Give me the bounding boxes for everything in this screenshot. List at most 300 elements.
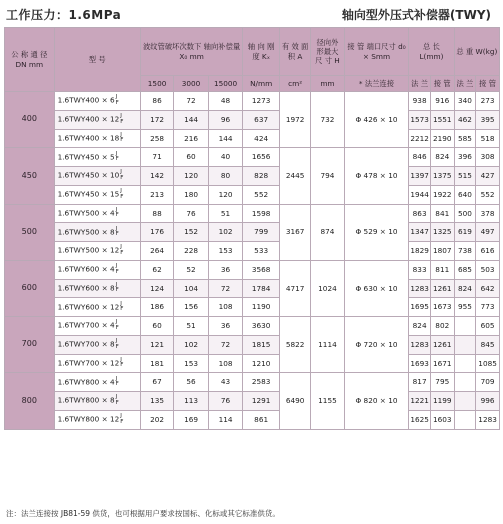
model-name: 1.6TWY700 × 12 <box>57 358 120 368</box>
comp-15000-cell: 80 <box>208 167 243 186</box>
length-flange-cell: 1695 <box>409 298 431 317</box>
suffix-j: J <box>120 169 122 176</box>
weight-pipe-cell: 378 <box>476 204 500 223</box>
comp-1500-cell: 121 <box>140 335 173 354</box>
model-suffix <box>116 227 119 238</box>
comp-3000-cell: 169 <box>174 410 209 429</box>
model-suffix <box>120 170 123 181</box>
weight-pipe-cell: 642 <box>476 279 500 298</box>
weight-pipe-cell: 605 <box>476 317 500 336</box>
table-row <box>5 335 500 354</box>
weight-pipe-cell: 845 <box>476 335 500 354</box>
stiffness-cell: 2583 <box>243 373 280 392</box>
comp-1500-cell: 258 <box>140 129 173 148</box>
header-stiffness-unit: N/mm <box>243 76 280 92</box>
header-fatigue: 波纹管破坏次数下 轴向补偿量 X₀ mm <box>140 28 242 76</box>
length-pipe-cell: 802 <box>430 317 454 336</box>
header-length-pipe: 接 管 <box>430 76 454 92</box>
stiffness-cell: 1190 <box>243 298 280 317</box>
model-name: 1.6TWY400 × 6 <box>57 95 115 105</box>
weight-pipe-cell: 709 <box>476 373 500 392</box>
suffix-j: J <box>115 94 118 101</box>
suffix-j: J <box>120 356 122 363</box>
size-cell: 1024 <box>311 260 344 316</box>
length-flange-cell: 846 <box>409 148 431 167</box>
model-name: 1.6TWY450 × 10 <box>57 170 120 180</box>
comp-15000-cell: 96 <box>208 110 243 129</box>
weight-pipe-cell: 1085 <box>476 354 500 373</box>
model-name: 1.6TWY600 × 8 <box>57 283 115 293</box>
table-row <box>5 223 500 242</box>
model-name: 1.6TWY800 × 12 <box>57 414 120 424</box>
model-cell <box>54 317 140 336</box>
suffix-f: F <box>120 418 124 425</box>
length-pipe-cell: 841 <box>430 204 454 223</box>
header-pipe-sub: * 法兰连接 <box>344 76 409 92</box>
comp-15000-cell: 36 <box>208 317 243 336</box>
table-row <box>5 110 500 129</box>
suffix-j: J <box>120 244 122 251</box>
comp-1500-cell: 71 <box>140 148 173 167</box>
model-cell <box>54 223 140 242</box>
length-flange-cell: 938 <box>409 92 431 111</box>
length-pipe-cell: 1261 <box>430 279 454 298</box>
comp-1500-cell: 67 <box>140 373 173 392</box>
spec-table <box>4 27 500 430</box>
table-row <box>5 317 500 336</box>
length-flange-cell: 1693 <box>409 354 431 373</box>
weight-flange-cell: 396 <box>454 148 476 167</box>
dn-cell: 600 <box>5 260 55 316</box>
header-length-flange: 法 兰 <box>409 76 431 92</box>
model-name: 1.6TWY450 × 15 <box>57 189 120 199</box>
model-suffix <box>116 283 119 294</box>
comp-3000-cell: 156 <box>174 298 209 317</box>
weight-flange-cell: 955 <box>454 298 476 317</box>
model-name: 1.6TWY600 × 12 <box>57 302 120 312</box>
model-cell <box>54 373 140 392</box>
length-flange-cell: 1625 <box>409 410 431 429</box>
model-suffix <box>120 189 123 200</box>
length-flange-cell: 1829 <box>409 242 431 261</box>
dn-cell: 500 <box>5 204 55 260</box>
pipe-cell: Φ 478 × 10 <box>344 148 409 204</box>
suffix-f: F <box>115 268 119 275</box>
comp-1500-cell: 60 <box>140 317 173 336</box>
suffix-f: F <box>115 212 119 219</box>
length-flange-cell: 1347 <box>409 223 431 242</box>
comp-3000-cell: 113 <box>174 392 209 411</box>
model-cell <box>54 242 140 261</box>
length-pipe-cell: 1671 <box>430 354 454 373</box>
comp-15000-cell: 43 <box>208 373 243 392</box>
size-cell: 874 <box>311 204 344 260</box>
size-cell: 794 <box>311 148 344 204</box>
header-size-unit: mm <box>311 76 344 92</box>
model-suffix <box>116 377 119 388</box>
length-flange-cell: 1573 <box>409 110 431 129</box>
model-name: 1.6TWY500 × 12 <box>57 245 120 255</box>
model-suffix <box>120 414 123 425</box>
stiffness-cell: 424 <box>243 129 280 148</box>
length-pipe-cell: 2190 <box>430 129 454 148</box>
comp-1500-cell: 181 <box>140 354 173 373</box>
model-cell <box>54 354 140 373</box>
model-suffix <box>116 320 119 331</box>
comp-15000-cell: 120 <box>208 185 243 204</box>
header-weight-flange: 法 兰 <box>454 76 476 92</box>
page-title: 轴向型外压式补偿器(TWY) <box>341 8 491 22</box>
comp-1500-cell: 88 <box>140 204 173 223</box>
length-flange-cell: 817 <box>409 373 431 392</box>
model-name: 1.6TWY400 × 12 <box>57 114 120 124</box>
length-pipe-cell: 1261 <box>430 335 454 354</box>
pressure-label: 工作压力：1.6MPa <box>6 8 122 22</box>
table-row <box>5 204 500 223</box>
model-suffix <box>120 358 123 369</box>
table-row <box>5 279 500 298</box>
model-cell <box>54 335 140 354</box>
comp-3000-cell: 60 <box>174 148 209 167</box>
comp-3000-cell: 120 <box>174 167 209 186</box>
stiffness-cell: 533 <box>243 242 280 261</box>
table-body <box>5 92 500 430</box>
suffix-j: J <box>120 113 122 120</box>
weight-flange-cell: 340 <box>454 92 476 111</box>
table-row <box>5 167 500 186</box>
model-cell <box>54 260 140 279</box>
header-area: 有 效 面 积 A <box>279 28 310 76</box>
length-flange-cell: 1944 <box>409 185 431 204</box>
length-flange-cell: 833 <box>409 260 431 279</box>
length-pipe-cell: 1922 <box>430 185 454 204</box>
stiffness-cell: 1210 <box>243 354 280 373</box>
weight-pipe-cell: 773 <box>476 298 500 317</box>
length-flange-cell: 2212 <box>409 129 431 148</box>
area-cell: 5822 <box>279 317 310 373</box>
weight-flange-cell <box>454 373 476 392</box>
header-weight: 总 重 W(kg) <box>454 28 499 76</box>
comp-1500-cell: 124 <box>140 279 173 298</box>
weight-pipe-cell: 497 <box>476 223 500 242</box>
suffix-f: F <box>115 399 119 406</box>
size-cell: 1114 <box>311 317 344 373</box>
weight-flange-cell: 640 <box>454 185 476 204</box>
area-cell: 1972 <box>279 92 310 148</box>
comp-3000-cell: 51 <box>174 317 209 336</box>
model-cell <box>54 204 140 223</box>
suffix-f: F <box>120 249 124 256</box>
length-pipe-cell: 1325 <box>430 223 454 242</box>
weight-pipe-cell: 1283 <box>476 410 500 429</box>
model-cell <box>54 410 140 429</box>
comp-3000-cell: 56 <box>174 373 209 392</box>
size-cell: 1155 <box>311 373 344 429</box>
suffix-f: F <box>120 362 124 369</box>
comp-15000-cell: 72 <box>208 279 243 298</box>
comp-15000-cell: 36 <box>208 260 243 279</box>
length-pipe-cell: 1375 <box>430 167 454 186</box>
dn-cell: 800 <box>5 373 55 429</box>
model-suffix <box>116 208 119 219</box>
comp-1500-cell: 264 <box>140 242 173 261</box>
suffix-j: J <box>115 319 118 326</box>
suffix-j: J <box>120 413 122 420</box>
weight-pipe-cell: 518 <box>476 129 500 148</box>
suffix-j: J <box>115 375 118 382</box>
weight-pipe-cell: 503 <box>476 260 500 279</box>
model-suffix <box>116 339 119 350</box>
model-cell <box>54 185 140 204</box>
header-dn: 公 称 通 径 DN mm <box>5 28 55 92</box>
weight-pipe-cell: 308 <box>476 148 500 167</box>
suffix-f: F <box>115 156 119 163</box>
weight-flange-cell: 462 <box>454 110 476 129</box>
comp-15000-cell: 108 <box>208 354 243 373</box>
weight-flange-cell: 685 <box>454 260 476 279</box>
pipe-cell: Φ 426 × 10 <box>344 92 409 148</box>
header-length: 总 长 L(mm) <box>409 28 454 76</box>
suffix-f: F <box>115 343 119 350</box>
length-flange-cell: 824 <box>409 317 431 336</box>
stiffness-cell: 861 <box>243 410 280 429</box>
weight-pipe-cell: 996 <box>476 392 500 411</box>
length-pipe-cell: 824 <box>430 148 454 167</box>
dn-cell: 400 <box>5 92 55 148</box>
length-flange-cell: 1283 <box>409 335 431 354</box>
model-cell <box>54 110 140 129</box>
model-cell <box>54 298 140 317</box>
suffix-f: F <box>120 137 124 144</box>
model-name: 1.6TWY450 × 5 <box>57 152 115 162</box>
suffix-f: F <box>115 324 119 331</box>
length-flange-cell: 863 <box>409 204 431 223</box>
model-cell <box>54 392 140 411</box>
weight-pipe-cell: 273 <box>476 92 500 111</box>
suffix-j: J <box>115 206 118 213</box>
model-suffix <box>120 302 123 313</box>
model-name: 1.6TWY700 × 8 <box>57 339 115 349</box>
table-row <box>5 392 500 411</box>
length-pipe-cell: 1807 <box>430 242 454 261</box>
comp-15000-cell: 51 <box>208 204 243 223</box>
model-cell <box>54 148 140 167</box>
stiffness-cell: 1784 <box>243 279 280 298</box>
model-suffix <box>116 95 119 106</box>
comp-1500-cell: 176 <box>140 223 173 242</box>
comp-3000-cell: 102 <box>174 335 209 354</box>
suffix-j: J <box>115 394 118 401</box>
header-model: 型 号 <box>54 28 140 92</box>
stiffness-cell: 1656 <box>243 148 280 167</box>
model-name: 1.6TWY500 × 8 <box>57 227 115 237</box>
weight-flange-cell: 515 <box>454 167 476 186</box>
suffix-f: F <box>120 193 124 200</box>
weight-flange-cell <box>454 317 476 336</box>
comp-1500-cell: 172 <box>140 110 173 129</box>
suffix-j: J <box>120 131 122 138</box>
weight-flange-cell <box>454 392 476 411</box>
comp-1500-cell: 142 <box>140 167 173 186</box>
stiffness-cell: 1815 <box>243 335 280 354</box>
suffix-j: J <box>120 188 122 195</box>
comp-15000-cell: 76 <box>208 392 243 411</box>
comp-15000-cell: 153 <box>208 242 243 261</box>
area-cell: 3167 <box>279 204 310 260</box>
size-cell: 732 <box>311 92 344 148</box>
stiffness-cell: 1273 <box>243 92 280 111</box>
comp-1500-cell: 86 <box>140 92 173 111</box>
area-cell: 2445 <box>279 148 310 204</box>
area-cell: 6490 <box>279 373 310 429</box>
weight-flange-cell <box>454 335 476 354</box>
table-row <box>5 185 500 204</box>
table-row <box>5 148 500 167</box>
model-suffix <box>116 152 119 163</box>
table-row <box>5 410 500 429</box>
pipe-cell: Φ 529 × 10 <box>344 204 409 260</box>
pipe-cell: Φ 630 × 10 <box>344 260 409 316</box>
comp-3000-cell: 152 <box>174 223 209 242</box>
length-pipe-cell: 811 <box>430 260 454 279</box>
comp-15000-cell: 144 <box>208 129 243 148</box>
stiffness-cell: 3568 <box>243 260 280 279</box>
length-pipe-cell: 795 <box>430 373 454 392</box>
header-weight-pipe: 接 管 <box>476 76 500 92</box>
model-name: 1.6TWY600 × 4 <box>57 264 115 274</box>
comp-3000-cell: 228 <box>174 242 209 261</box>
model-suffix <box>120 245 123 256</box>
pipe-cell: Φ 720 × 10 <box>344 317 409 373</box>
model-suffix <box>116 395 119 406</box>
suffix-j: J <box>115 150 118 157</box>
model-name: 1.6TWY500 × 4 <box>57 208 115 218</box>
comp-15000-cell: 102 <box>208 223 243 242</box>
model-suffix <box>116 264 119 275</box>
table-row <box>5 92 500 111</box>
stiffness-cell: 1598 <box>243 204 280 223</box>
dn-cell: 700 <box>5 317 55 373</box>
header-fatigue-15000: 15000 <box>208 76 243 92</box>
suffix-f: F <box>120 174 124 181</box>
comp-1500-cell: 186 <box>140 298 173 317</box>
length-pipe-cell: 916 <box>430 92 454 111</box>
suffix-f: F <box>115 231 119 238</box>
comp-3000-cell: 76 <box>174 204 209 223</box>
stiffness-cell: 799 <box>243 223 280 242</box>
weight-pipe-cell: 427 <box>476 167 500 186</box>
comp-3000-cell: 104 <box>174 279 209 298</box>
footnote: 注：法兰连接按 JB81-59 供货，也可根据用户要求按国标、化标或其它标准供货。 <box>6 509 280 518</box>
suffix-j: J <box>115 338 118 345</box>
suffix-f: F <box>120 306 124 313</box>
length-pipe-cell: 1199 <box>430 392 454 411</box>
comp-3000-cell: 180 <box>174 185 209 204</box>
length-pipe-cell: 1673 <box>430 298 454 317</box>
dn-cell: 450 <box>5 148 55 204</box>
model-cell <box>54 129 140 148</box>
suffix-f: F <box>115 99 119 106</box>
comp-1500-cell: 62 <box>140 260 173 279</box>
comp-15000-cell: 48 <box>208 92 243 111</box>
suffix-f: F <box>115 287 119 294</box>
area-cell: 4717 <box>279 260 310 316</box>
model-cell <box>54 279 140 298</box>
comp-15000-cell: 72 <box>208 335 243 354</box>
length-flange-cell: 1283 <box>409 279 431 298</box>
comp-1500-cell: 135 <box>140 392 173 411</box>
comp-1500-cell: 213 <box>140 185 173 204</box>
weight-flange-cell <box>454 354 476 373</box>
length-pipe-cell: 1551 <box>430 110 454 129</box>
table-row <box>5 129 500 148</box>
weight-flange-cell: 500 <box>454 204 476 223</box>
length-flange-cell: 1221 <box>409 392 431 411</box>
weight-flange-cell: 738 <box>454 242 476 261</box>
table-row <box>5 298 500 317</box>
weight-flange-cell: 824 <box>454 279 476 298</box>
header-size: 径向外 形最大 尺 寸 H <box>311 28 344 76</box>
suffix-j: J <box>115 225 118 232</box>
weight-pipe-cell: 395 <box>476 110 500 129</box>
header-pipe: 接 管 端口尺寸 d₀ × Smm <box>344 28 409 76</box>
table-row <box>5 373 500 392</box>
comp-1500-cell: 202 <box>140 410 173 429</box>
model-name: 1.6TWY800 × 4 <box>57 377 115 387</box>
length-pipe-cell: 1603 <box>430 410 454 429</box>
comp-15000-cell: 114 <box>208 410 243 429</box>
header-area-unit: cm² <box>279 76 310 92</box>
weight-pipe-cell: 552 <box>476 185 500 204</box>
table-row <box>5 354 500 373</box>
header-fatigue-3000: 3000 <box>174 76 209 92</box>
weight-pipe-cell: 616 <box>476 242 500 261</box>
comp-3000-cell: 216 <box>174 129 209 148</box>
length-flange-cell: 1397 <box>409 167 431 186</box>
comp-3000-cell: 153 <box>174 354 209 373</box>
model-cell <box>54 167 140 186</box>
model-name: 1.6TWY400 × 18 <box>57 133 120 143</box>
suffix-j: J <box>115 281 118 288</box>
table-row <box>5 260 500 279</box>
comp-15000-cell: 108 <box>208 298 243 317</box>
stiffness-cell: 1291 <box>243 392 280 411</box>
comp-15000-cell: 40 <box>208 148 243 167</box>
weight-flange-cell: 619 <box>454 223 476 242</box>
model-cell <box>54 92 140 111</box>
weight-flange-cell <box>454 410 476 429</box>
stiffness-cell: 3630 <box>243 317 280 336</box>
pipe-cell: Φ 820 × 10 <box>344 373 409 429</box>
stiffness-cell: 552 <box>243 185 280 204</box>
suffix-j: J <box>115 263 118 270</box>
weight-flange-cell: 585 <box>454 129 476 148</box>
model-name: 1.6TWY700 × 4 <box>57 320 115 330</box>
header-fatigue-1500: 1500 <box>140 76 173 92</box>
suffix-f: F <box>115 381 119 388</box>
comp-3000-cell: 52 <box>174 260 209 279</box>
model-suffix <box>120 133 123 144</box>
stiffness-cell: 637 <box>243 110 280 129</box>
header-stiffness: 轴 向 刚 度 Kₓ <box>243 28 280 76</box>
model-name: 1.6TWY800 × 8 <box>57 395 115 405</box>
comp-3000-cell: 72 <box>174 92 209 111</box>
comp-3000-cell: 144 <box>174 110 209 129</box>
suffix-j: J <box>120 300 122 307</box>
stiffness-cell: 828 <box>243 167 280 186</box>
table-row <box>5 242 500 261</box>
suffix-f: F <box>120 118 124 125</box>
